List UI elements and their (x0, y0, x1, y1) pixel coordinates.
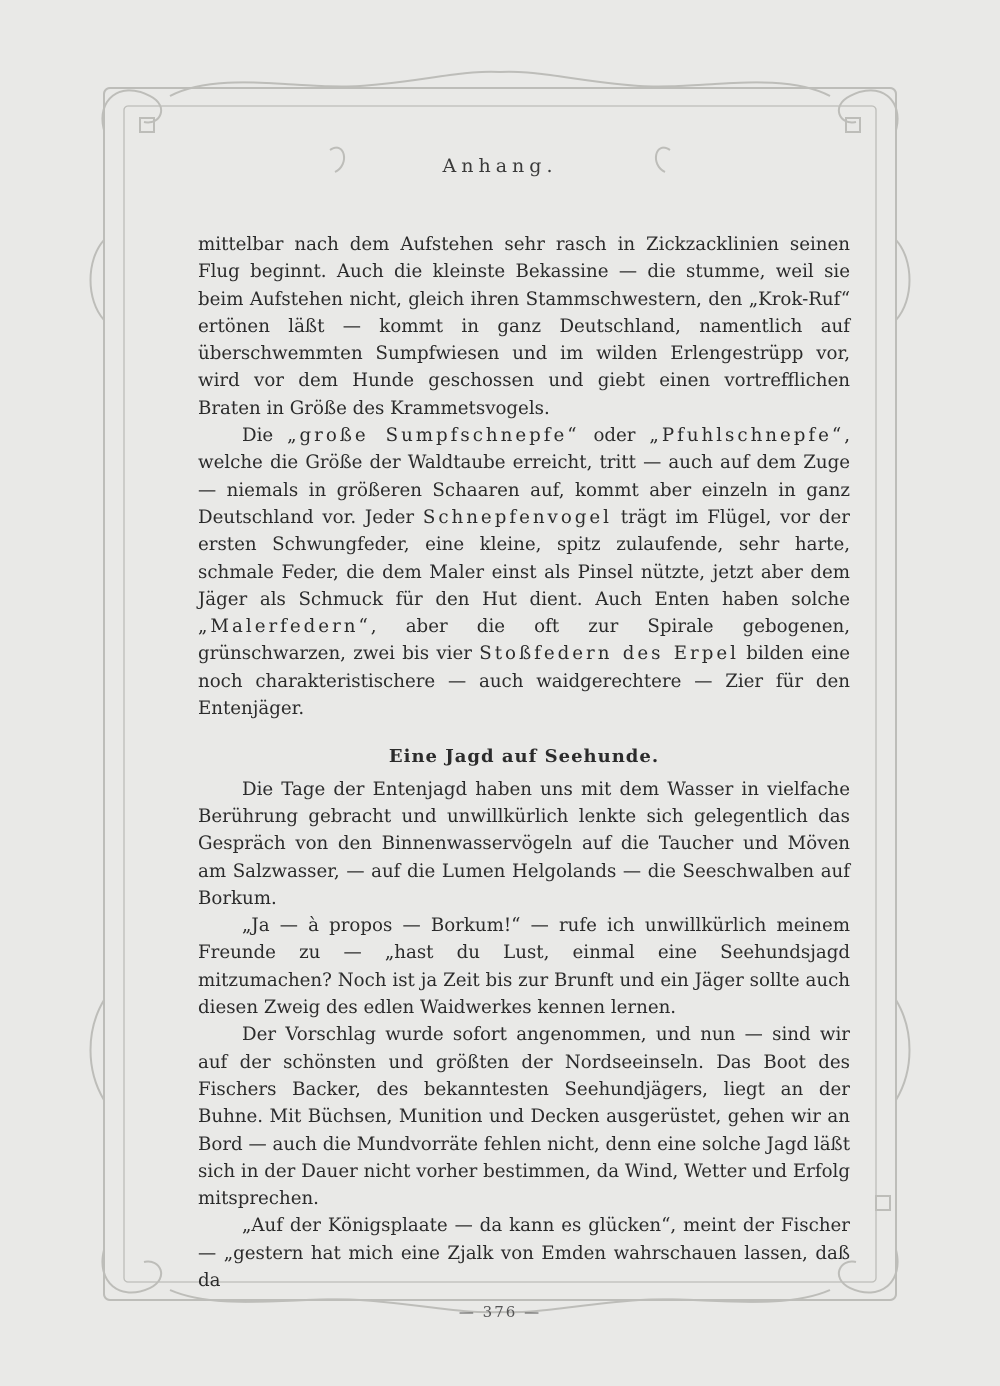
paragraph-4 (198, 912, 850, 1021)
text-run: , welche die Größe der Waldtaube erreicht, tritt — auch auf dem Zuge — niemals in größeren Schaaren auf, kommt aber einzeln in ganz Deutschland vor. Jeder (198, 425, 850, 528)
spaced-term: „Pfuhlschnepfe“ (649, 425, 845, 447)
running-head: Anhang. (442, 155, 558, 177)
section-heading: Eine Jagd auf Seehunde. (388, 746, 660, 768)
text-run: Die (242, 425, 288, 447)
latin-phrase: à propos (308, 915, 393, 937)
text-run: „Ja — (242, 915, 309, 937)
page-number: — 376 — (458, 1303, 542, 1321)
text-run: bilden eine noch charakteristischere — auch waidgerechtere — Zier für den Entenjäger. (198, 643, 851, 720)
paragraph-3: Die Tage der Entenjagd haben uns mit dem Wasser in vielfache Berührung gebracht und unwillkürlich lenkte sich gelegentlich das Gespräch von den Binnenwasservögeln auf die Taucher und Möven am Salzwasser, — auf die Lumen Helgolands — die Seeschwalben auf Borkum. (198, 778, 850, 909)
text-run: — Borkum!“ — rufe ich unwillkürlich meinem Freunde zu — „hast du Lust, einmal eine Seehundsjagd mitzumachen? Noch ist ja Zeit bis zur Brunft und ein Jäger sollte auch diesen Zweig des edlen Waidwerkes kennen lernen. (198, 915, 851, 1019)
spaced-term: „Malerfedern“ (198, 616, 371, 638)
text-run: , aber die oft zur Spirale gebogenen, grünschwarzen, zwei bis vier (198, 616, 850, 665)
paragraph-5: Der Vorschlag wurde sofort angenommen, und nun — sind wir auf der schönsten und größten der Nordseeinseln. Das Boot des Fischers Backer, des bekanntesten Seehundjägers, liegt an der Buhne. Mit Büchsen, Munition und Decken ausgerüstet, gehen wir an Bord — auch die Mundvorräte fehlen nicht, denn eine solche Jagd läßt sich in der Dauer nicht vorher bestimmen, da Wind, Wetter und Erfolg mitsprechen. (198, 1024, 850, 1210)
spaced-term: Stoßfedern des Erpel (479, 643, 739, 665)
paragraph-1: mittelbar nach dem Aufstehen sehr rasch in Zickzacklinien seinen Flug beginnt. Auch die kleinste Bekassine — die stumme, weil sie beim Aufstehen nicht, gleich ihren Stammschwestern, den „Krok-Ruf“ ertönen läßt — kommt in ganz Deutschland, namentlich auf überschwemmten Sumpfwiesen und im wilden Erlengestrüpp vor, wird vor dem Hunde geschossen und giebt einen vortrefflichen Braten in Größe des Krammetsvogels. (198, 234, 850, 419)
spaced-term: „große Sumpfschnepfe“ (287, 425, 580, 447)
body-text (198, 231, 850, 1294)
text-run: trägt im Flügel, vor der ersten Schwungfeder, eine kleine, spitz zulaufende, sehr harte, schmale Feder, die dem Maler einst als Pinsel nützte, jetzt aber dem Jäger als Schmuck für den Hut dient. Auch Enten haben solche (198, 506, 850, 610)
spaced-term: Schnepfenvogel (422, 506, 612, 528)
paragraph-2 (198, 422, 850, 722)
text-run: oder (579, 425, 650, 447)
paragraph-6: „Auf der Königsplaate — da kann es glücken“, meint der Fischer — „gestern hat mich eine Zjalk von Emden wahrschauen lassen, daß da (198, 1215, 850, 1291)
